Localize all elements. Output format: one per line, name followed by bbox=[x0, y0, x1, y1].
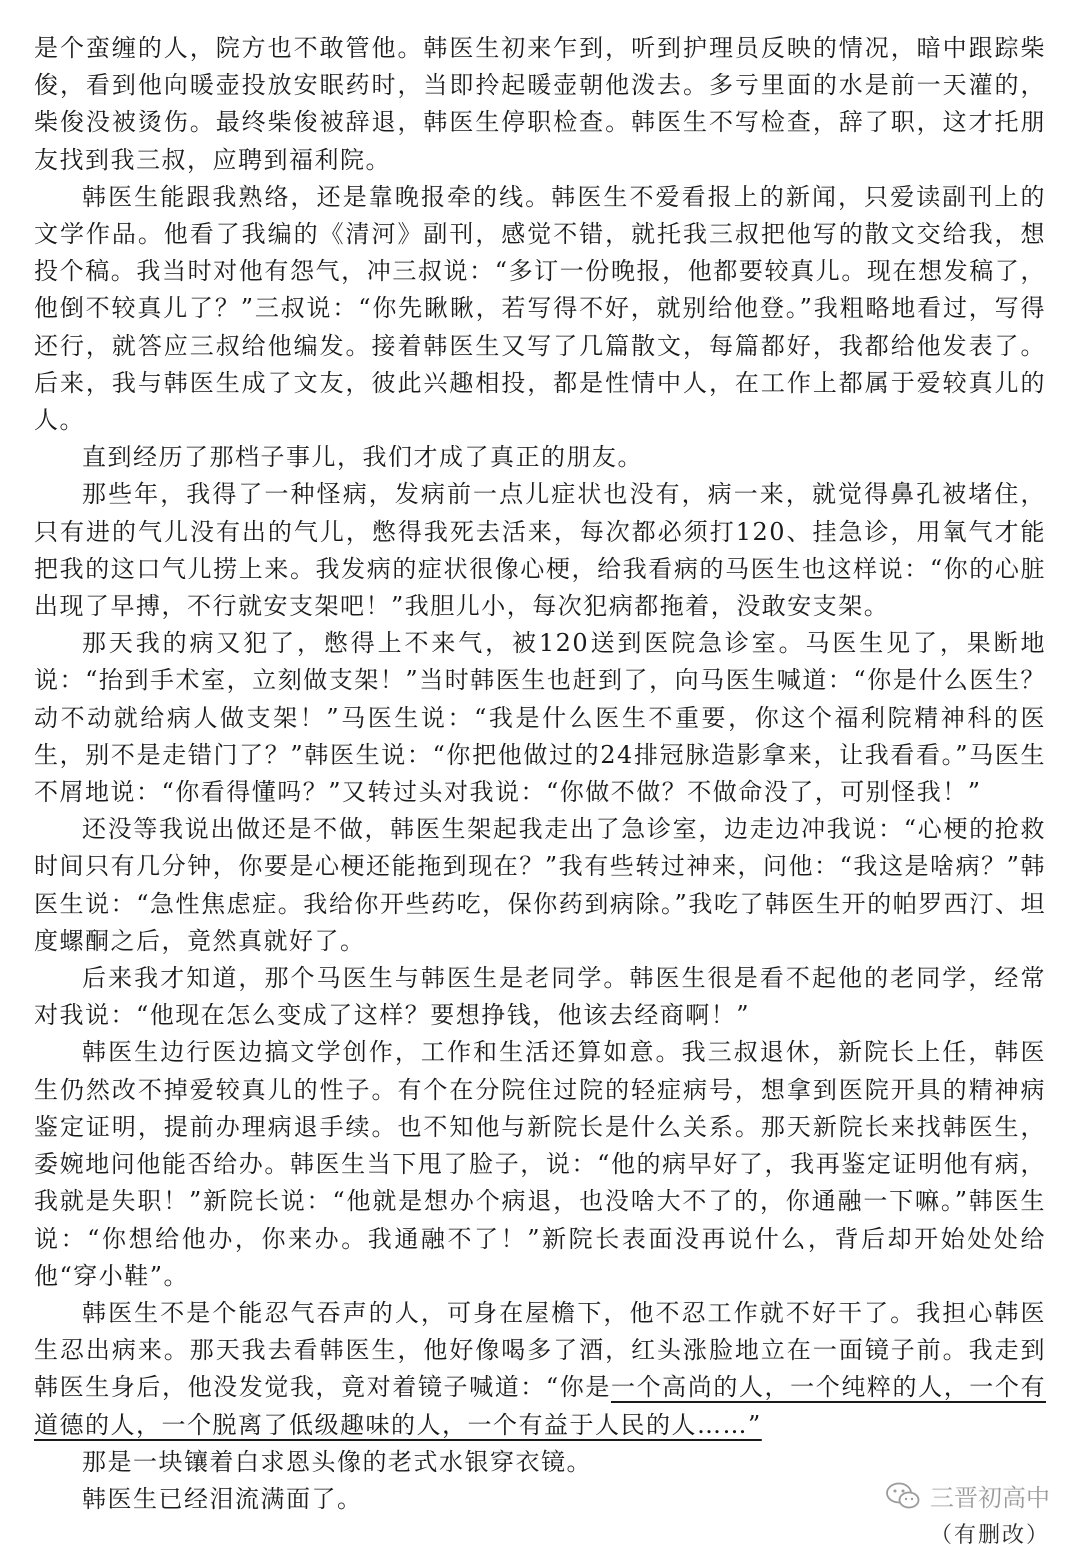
underlined-quote: 一个高尚的人，一个纯粹的人，一个有道德的人，一个脱离了低级趣味的人，一个有益于人民的人……” bbox=[34, 1373, 1046, 1439]
paragraph-11: 韩医生已经泪流满面了。 bbox=[82, 1484, 363, 1513]
watermark bbox=[886, 1478, 1050, 1513]
paragraph-3: 直到经历了那档子事儿，我们才成了真正的朋友。 bbox=[82, 443, 643, 472]
paragraph-4: 那些年，我得了一种怪病，发病前一点儿症状也没有，病一来，就觉得鼻孔被堵住，只有进的气儿没有出的气儿，憋得我死去活来，每次都必须打120、挂急诊，用氧气才能把我的这口气儿捞上来。我发病的症状很像心梗，给我看病的马医生也这样说：“你的心脏出现了早搏，不行就安支架吧！”我胆儿小，每次犯病都拖着，没敢安支架。 bbox=[34, 480, 1046, 621]
paragraph-7: 后来我才知道，那个马医生与韩医生是老同学。韩医生很是看不起他的老同学，经常对我说：“他现在怎么变成了这样？要想挣钱，他该去经商啊！” bbox=[34, 964, 1046, 1030]
paragraph-9 bbox=[34, 1295, 1046, 1444]
wechat-icon bbox=[886, 1482, 920, 1510]
paragraph-6: 还没等我说出做还是不做，韩医生架起我走出了急诊室，边走边冲我说：“心梗的抢救时间只有几分钟，你要是心梗还能拖到现在？”我有些转过神来，问他：“我这是啥病？”韩医生说：“急性焦虑症。我给你开些药吃，保你药到病除。”我吃了韩医生开的帕罗西汀、坦度螺酮之后，竟然真就好了。 bbox=[34, 815, 1046, 955]
source-note: （有删改） bbox=[929, 1523, 1050, 1548]
paragraph-8: 韩医生边行医边搞文学创作，工作和生活还算如意。我三叔退休，新院长上任，韩医生仍然改不掉爱较真儿的性子。有个在分院住过院的轻症病号，想拿到医院开具的精神病鉴定证明，提前办理病退手续。也不知他与新院长是什么关系。那天新院长来找韩医生，委婉地问他能否给办。韩医生当下甩了脸子，说：“他的病早好了，我再鉴定证明他有病，我就是失职！”新院长说：“他就是想办个病退，也没啥大不了的，你通融一下嘛。”韩医生说：“你想给他办，你来办。我通融不了！”新院长表面没再说什么，背后却开始处处给他“穿小鞋”。 bbox=[34, 1038, 1046, 1290]
paragraph-5: 那天我的病又犯了，憋得上不来气，被120送到医院急诊室。马医生见了，果断地说：“抬到手术室，立刻做支架！”当时韩医生也赶到了，向马医生喊道：“你是什么医生？动不动就给病人做支架！”马医生说：“我是什么医生不重要，你这个福利院精神科的医生，别不是走错门了？”韩医生说：“你把他做过的24排冠脉造影拿来，让我看看。”马医生不屑地说：“你看得懂吗？”又转过头对我说：“你做不做？不做命没了，可别怪我！” bbox=[34, 629, 1046, 807]
watermark-label: 三晋初高中 bbox=[930, 1484, 1050, 1512]
paragraph-10: 那是一块镶着白求恩头像的老式水银穿衣镜。 bbox=[82, 1447, 592, 1476]
paragraph-2: 韩医生能跟我熟络，还是靠晚报牵的线。韩医生不爱看报上的新闻，只爱读副刊上的文学作品。他看了我编的《清河》副刊，感觉不错，就托我三叔把他写的散文交给我，想投个稿。我当时对他有怨气，冲三叔说：“多订一份晚报，他都要较真儿。现在想发稿了，他倒不较真儿了？”三叔说：“你先瞅瞅，若写得不好，就别给他登。”我粗略地看过，写得还行，就答应三叔给他编发。接着韩医生又写了几篇散文，每篇都好，我都给他发表了。后来，我与韩医生成了文友，彼此兴趣相投，都是性情中人，在工作上都属于爱较真儿的人。 bbox=[34, 182, 1046, 435]
paragraph-9-intro: 韩医生不是个能忍气吞声的人，可身在屋檐下，他不忍工作就不好干了。我担心韩医生忍出病来。那天我去看韩医生，他好像喝多了酒，红头涨脸地立在一面镜子前。我走到韩医生身后，他没发觉我，竟对着镜子喊道：“你是 bbox=[34, 1298, 1046, 1402]
article-body bbox=[34, 30, 1046, 1518]
paragraph-1: 是个蛮缠的人，院方也不敢管他。韩医生初来乍到，听到护理员反映的情况，暗中跟踪柴俊，看到他向暖壶投放安眠药时，当即拎起暖壶朝他泼去。多亏里面的水是前一天灌的，柴俊没被烫伤。最终柴俊被辞退，韩医生停职检查。韩医生不写检查，辞了职，这才托朋友找到我三叔，应聘到福利院。 bbox=[34, 34, 1046, 174]
